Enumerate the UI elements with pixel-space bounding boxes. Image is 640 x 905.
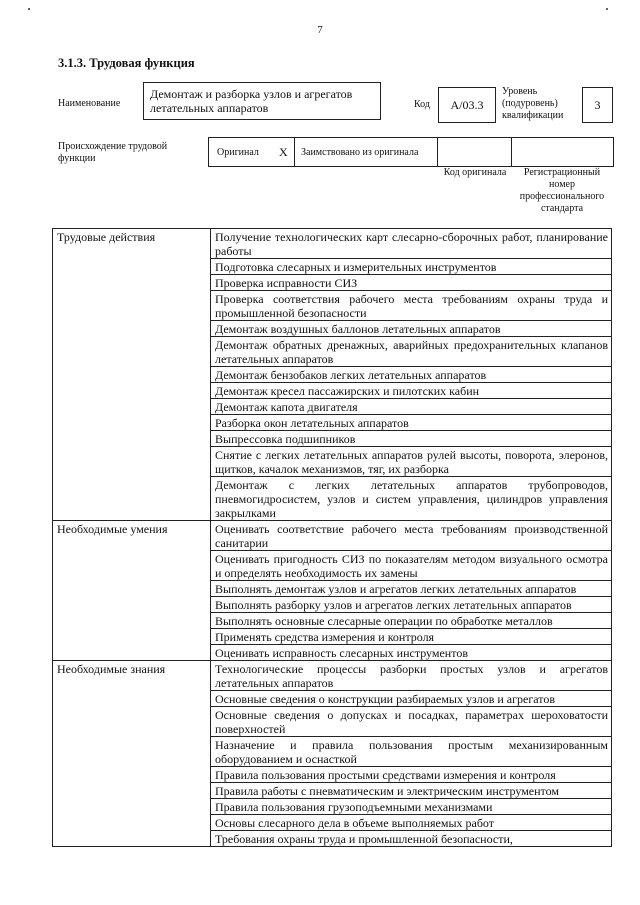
table-cell: Демонтаж воздушных баллонов летательных аппаратов — [211, 321, 612, 337]
origin-label: Происхождение трудовой функции — [58, 141, 168, 164]
reg-number-caption: Регистрационный номер профессионального стандарта — [519, 167, 605, 214]
section-label: Трудовые действия — [53, 229, 211, 521]
table-cell: Применять средства измерения и контроля — [211, 629, 612, 645]
table-cell: Проверка соответствия рабочего места требованиям охраны труда и промышленной безопасности — [211, 291, 612, 321]
origin-table — [208, 137, 614, 167]
original-mark: X — [279, 145, 288, 159]
scan-speck — [606, 8, 608, 10]
page-number: 7 — [317, 24, 323, 36]
level-label: Уровень (подуровень) квалификации — [502, 86, 564, 121]
table-cell: Выполнять разборку узлов и агрегатов легких летательных аппаратов — [211, 597, 612, 613]
table-row — [53, 521, 612, 551]
table-cell: Демонтаж с легких летательных аппаратов трубопроводов, пневмогидросистем, узлов и систем управления, цилиндров управления закрылками — [211, 477, 612, 521]
section-label: Необходимые умения — [53, 521, 211, 661]
table-cell: Технологические процессы разборки простых узлов и агрегатов летательных аппаратов — [211, 661, 612, 691]
origin-divider — [511, 138, 512, 166]
scan-speck — [28, 8, 30, 10]
function-name-value: Демонтаж и разборка узлов и агрегатов летательных аппаратов — [150, 87, 353, 115]
table-cell: Основы слесарного дела в объеме выполняемых работ — [211, 815, 612, 831]
table-cell: Основные сведения о конструкции разбираемых узлов и агрегатов — [211, 691, 612, 707]
table-cell: Правила работы с пневматическим и электрическим инструментом — [211, 783, 612, 799]
table-cell: Требования охраны труда и промышленной безопасности, — [211, 831, 612, 847]
table-cell: Разборка окон летательных аппаратов — [211, 415, 612, 431]
section-title: 3.1.3. Трудовая функция — [58, 56, 195, 70]
table-cell: Выпрессовка подшипников — [211, 431, 612, 447]
table-row — [53, 661, 612, 691]
table-cell: Демонтаж обратных дренажных, аварийных предохранительных клапанов летательных аппаратов — [211, 337, 612, 367]
table-cell: Демонтаж бензобаков легких летательных аппаратов — [211, 367, 612, 383]
table-row — [53, 229, 612, 259]
table-cell: Снятие с легких летательных аппаратов рулей высоты, поворота, элеронов, щитков, качалок механизмов, тяг, их разборка — [211, 447, 612, 477]
section-label: Необходимые знания — [53, 661, 211, 847]
origin-divider — [437, 138, 438, 166]
code-box — [438, 87, 496, 123]
code-original-caption: Код оригинала — [443, 167, 507, 178]
table-cell: Оценивать пригодность СИЗ по показателям методом визуального осмотра и определять необходимость их замены — [211, 551, 612, 581]
level-box — [582, 87, 613, 123]
code-value: А/03.3 — [450, 98, 484, 112]
table-cell: Проверка исправности СИЗ — [211, 275, 612, 291]
table-cell: Оценивать соответствие рабочего места требованиям производственной санитарии — [211, 521, 612, 551]
table-cell: Оценивать исправность слесарных инструментов — [211, 645, 612, 661]
table-cell: Демонтаж кресел пассажирских и пилотских кабин — [211, 383, 612, 399]
table-cell: Назначение и правила пользования простым механизированным оборудованием и оснасткой — [211, 737, 612, 767]
origin-divider — [294, 138, 295, 166]
borrowed-label: Заимствовано из оригинала — [301, 147, 419, 158]
table-cell: Основные сведения о допусках и посадках, параметрах шероховатости поверхностей — [211, 707, 612, 737]
function-table — [52, 228, 612, 847]
name-label: Наименование — [58, 98, 121, 109]
function-name-box — [143, 82, 381, 120]
code-label: Код — [414, 99, 430, 110]
level-value: 3 — [594, 98, 601, 112]
table-cell: Выполнять демонтаж узлов и агрегатов легких летательных аппаратов — [211, 581, 612, 597]
original-label: Оригинал — [217, 147, 259, 158]
table-cell: Подготовка слесарных и измерительных инструментов — [211, 259, 612, 275]
table-cell: Правила пользования простыми средствами измерения и контроля — [211, 767, 612, 783]
table-cell: Правила пользования грузоподъемными механизмами — [211, 799, 612, 815]
table-cell: Демонтаж капота двигателя — [211, 399, 612, 415]
table-cell: Получение технологических карт слесарно-сборочных работ, планирование работы — [211, 229, 612, 259]
table-cell: Выполнять основные слесарные операции по обработке металлов — [211, 613, 612, 629]
